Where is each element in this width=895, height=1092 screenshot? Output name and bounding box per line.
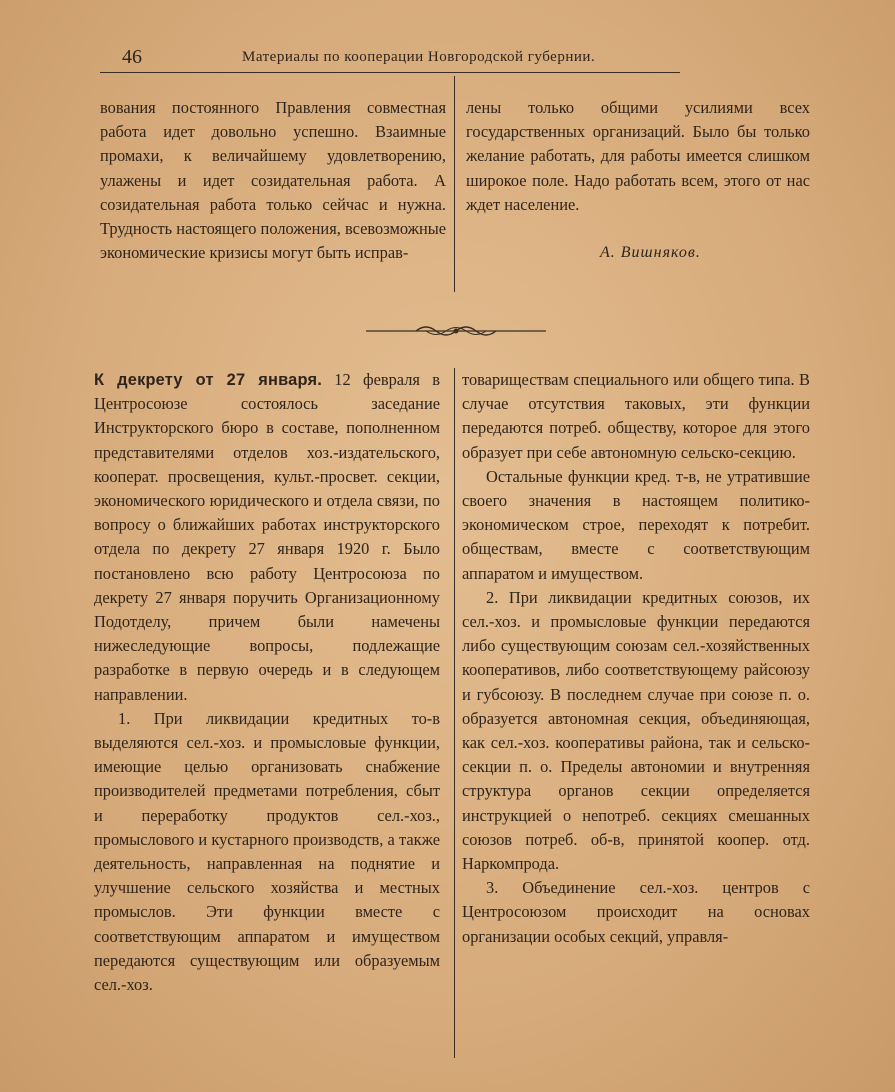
- top-article-right-column: [466, 96, 810, 217]
- ornamental-divider: [366, 318, 546, 344]
- main-article-left-column: [94, 368, 440, 997]
- article-lead: К декрету от 27 января.: [94, 371, 322, 389]
- page-number: 46: [122, 46, 142, 68]
- column-divider-top: [454, 76, 455, 292]
- article-intro-text: 12 февраля в Центросоюзе состоялось заседание Инструкторского бюро в составе, пополненном представителями отделов хоз.-издательского, кооперат. просвещения, культ.-просвет. секции, экономического юридического и отдела связи, по вопросу о ближайших работах инструкторского отдела по декрету 27 января 1920 г. Было постановлено всю работу Центросоюза по декрету 27 января поручить Организационному Подотделу, причем были намечены нижеследующие вопросы, подлежащие разработке в первую очередь и в следующем направлении.: [94, 370, 440, 704]
- column-divider-bottom: [454, 368, 455, 1058]
- top-article-left-column: [100, 96, 446, 265]
- author-signature: А. Вишняков.: [600, 244, 701, 261]
- running-title: Материалы по кооперации Новгородской губернии.: [242, 49, 596, 65]
- top-article-left-text: вования постоянного Правления совместная работа идет довольно успешно. Взаимные промахи, к величайшему удовлетворению, улажены и идет созидательная работа. А созидательная работа только сейчас и нужна. Трудность настоящего положения, всевозможные экономические кризисы могут быть исправ-: [100, 98, 446, 263]
- article-item-1-start: 1. При ликвидации кредитных то-в выделяются сел.-хоз. и промысловые функции, имеющие целью организовать снабжение производителей предметами потребления, сбыт и переработку продуктов сел.-хоз., промыслового и кустарного производств, а также деятельность, направленная на поднятие и улучшение сельского хозяйства и местных промыслов. Эти функции вместе с соответствующим аппаратом и имуществом передаются существующим или образуемым сел.-хоз.: [94, 708, 440, 995]
- article-item-2: 2. При ликвидации кредитных союзов, их сел.-хоз. и промысловые функции передаются либо существующим союзам сел.-хозяйственных кооперативов, либо соответствующему райсоюзу и губсоюзу. В последнем случае при союзе п. о. образуется автономная секция, объединяющая, как сел.-хоз. кооперативы района, так и сельско-секции п. о. Пределы автономии и внутренняя структура органов секции определяется инструкцией о непотреб. секциях смешанных союзов потреб. об-в, принятой коопер. отд. Наркомпрода.: [462, 587, 810, 874]
- page-header: [100, 44, 680, 73]
- article-item-1-end: товариществам специального или общего типа. В случае отсутствия таковых, эти функции передаются потреб. обществу, которое для этого образует при себе автономную сельско-секцию.: [462, 370, 810, 462]
- top-article-right-text: лены только общими усилиями всех государственных организаций. Было бы только желание работать, для работы имеется слишком широкое поле. Надо работать всем, этого от нас ждет население.: [466, 98, 810, 214]
- article-item-1-continuation: Остальные функции кред. т-в, не утратившие своего значения в настоящем политико-экономическом строе, переходят к потребит. обществам, вместе с соответствующим аппаратом и имуществом.: [462, 466, 810, 583]
- article-item-3: 3. Объединение сел.-хоз. центров с Центросоюзом происходит на основах организации особых секций, управля-: [462, 878, 810, 946]
- main-article-intro: [94, 368, 440, 707]
- main-article-right-column: [462, 368, 810, 949]
